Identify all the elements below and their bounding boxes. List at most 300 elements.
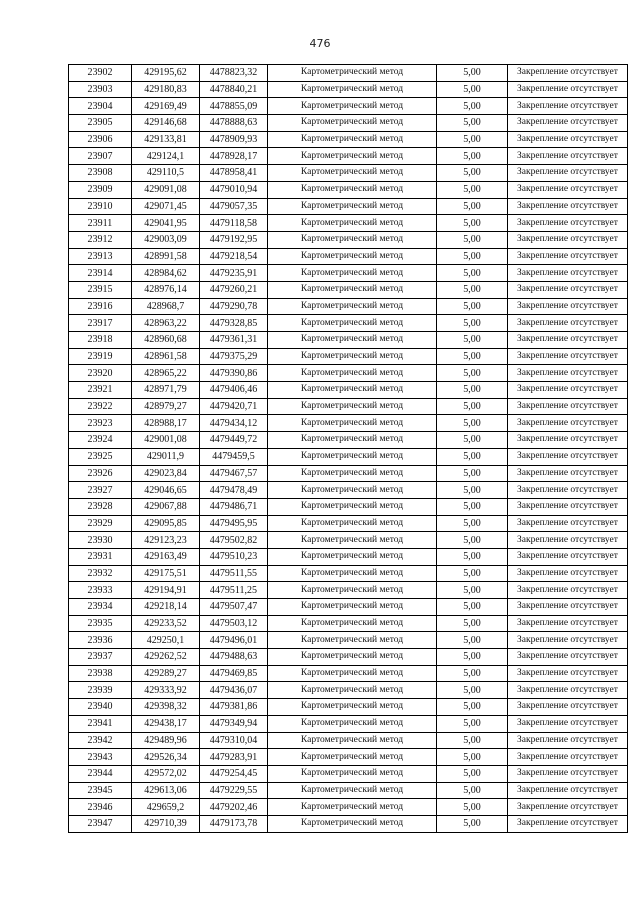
table-row: [69, 699, 628, 716]
method-cell: Картометрический метод: [268, 115, 437, 132]
table-row: [69, 332, 628, 349]
accuracy-cell: 5,00: [437, 298, 508, 315]
fixing-cell: Закрепление отсутствует: [508, 465, 628, 482]
y-coordinate-cell: 4479459,5: [200, 448, 268, 465]
y-coordinate-cell: 4479218,54: [200, 248, 268, 265]
accuracy-cell: 5,00: [437, 231, 508, 248]
accuracy-cell: 5,00: [437, 148, 508, 165]
fixing-cell: Закрепление отсутствует: [508, 365, 628, 382]
table-row: [69, 732, 628, 749]
accuracy-cell: 5,00: [437, 365, 508, 382]
point-number-cell: 23936: [69, 632, 132, 649]
table-row: [69, 181, 628, 198]
x-coordinate-cell: 429289,27: [132, 665, 200, 682]
accuracy-cell: 5,00: [437, 548, 508, 565]
table-row: [69, 398, 628, 415]
method-cell: Картометрический метод: [268, 715, 437, 732]
accuracy-cell: 5,00: [437, 765, 508, 782]
x-coordinate-cell: 428968,7: [132, 298, 200, 315]
point-number-cell: 23905: [69, 115, 132, 132]
accuracy-cell: 5,00: [437, 165, 508, 182]
point-number-cell: 23912: [69, 231, 132, 248]
point-number-cell: 23925: [69, 448, 132, 465]
y-coordinate-cell: 4479434,12: [200, 415, 268, 432]
accuracy-cell: 5,00: [437, 281, 508, 298]
page-number: 476: [309, 37, 331, 50]
table-row: [69, 448, 628, 465]
method-cell: Картометрический метод: [268, 782, 437, 799]
fixing-cell: Закрепление отсутствует: [508, 665, 628, 682]
y-coordinate-cell: 4479478,49: [200, 482, 268, 499]
point-number-cell: 23914: [69, 265, 132, 282]
accuracy-cell: 5,00: [437, 198, 508, 215]
y-coordinate-cell: 4479467,57: [200, 465, 268, 482]
method-cell: Картометрический метод: [268, 498, 437, 515]
accuracy-cell: 5,00: [437, 749, 508, 766]
y-coordinate-cell: 4479235,91: [200, 265, 268, 282]
fixing-cell: Закрепление отсутствует: [508, 198, 628, 215]
table-row: [69, 231, 628, 248]
y-coordinate-cell: 4479420,71: [200, 398, 268, 415]
table-row: [69, 432, 628, 449]
accuracy-cell: 5,00: [437, 615, 508, 632]
table-row: [69, 482, 628, 499]
method-cell: Картометрический метод: [268, 265, 437, 282]
accuracy-cell: 5,00: [437, 799, 508, 816]
table-row: [69, 315, 628, 332]
y-coordinate-cell: 4479375,29: [200, 348, 268, 365]
accuracy-cell: 5,00: [437, 131, 508, 148]
x-coordinate-cell: 429233,52: [132, 615, 200, 632]
fixing-cell: Закрепление отсутствует: [508, 498, 628, 515]
accuracy-cell: 5,00: [437, 599, 508, 616]
y-coordinate-cell: 4479202,46: [200, 799, 268, 816]
table-row: [69, 815, 628, 832]
x-coordinate-cell: 429110,5: [132, 165, 200, 182]
point-number-cell: 23942: [69, 732, 132, 749]
fixing-cell: Закрепление отсутствует: [508, 281, 628, 298]
table-row: [69, 715, 628, 732]
accuracy-cell: 5,00: [437, 582, 508, 599]
point-number-cell: 23903: [69, 81, 132, 98]
table-row: [69, 799, 628, 816]
accuracy-cell: 5,00: [437, 398, 508, 415]
fixing-cell: Закрепление отсутствует: [508, 398, 628, 415]
method-cell: Картометрический метод: [268, 615, 437, 632]
x-coordinate-cell: 429710,39: [132, 815, 200, 832]
method-cell: Картометрический метод: [268, 398, 437, 415]
table-row: [69, 632, 628, 649]
accuracy-cell: 5,00: [437, 248, 508, 265]
table-row: [69, 665, 628, 682]
method-cell: Картометрический метод: [268, 649, 437, 666]
x-coordinate-cell: 429180,83: [132, 81, 200, 98]
fixing-cell: Закрепление отсутствует: [508, 432, 628, 449]
method-cell: Картометрический метод: [268, 315, 437, 332]
method-cell: Картометрический метод: [268, 198, 437, 215]
x-coordinate-cell: 429146,68: [132, 115, 200, 132]
accuracy-cell: 5,00: [437, 265, 508, 282]
point-number-cell: 23940: [69, 699, 132, 716]
y-coordinate-cell: 4479449,72: [200, 432, 268, 449]
table-row: [69, 365, 628, 382]
table-row: [69, 131, 628, 148]
fixing-cell: Закрепление отсутствует: [508, 231, 628, 248]
accuracy-cell: 5,00: [437, 382, 508, 399]
table-row: [69, 298, 628, 315]
table-row: [69, 265, 628, 282]
method-cell: Картометрический метод: [268, 765, 437, 782]
fixing-cell: Закрепление отсутствует: [508, 81, 628, 98]
method-cell: Картометрический метод: [268, 348, 437, 365]
x-coordinate-cell: 429124,1: [132, 148, 200, 165]
accuracy-cell: 5,00: [437, 649, 508, 666]
point-number-cell: 23916: [69, 298, 132, 315]
table-row: [69, 98, 628, 115]
method-cell: Картометрический метод: [268, 799, 437, 816]
point-number-cell: 23902: [69, 65, 132, 82]
x-coordinate-cell: 429067,88: [132, 498, 200, 515]
method-cell: Картометрический метод: [268, 332, 437, 349]
x-coordinate-cell: 429095,85: [132, 515, 200, 532]
point-number-cell: 23922: [69, 398, 132, 415]
accuracy-cell: 5,00: [437, 782, 508, 799]
point-number-cell: 23928: [69, 498, 132, 515]
fixing-cell: Закрепление отсутствует: [508, 298, 628, 315]
method-cell: Картометрический метод: [268, 281, 437, 298]
accuracy-cell: 5,00: [437, 715, 508, 732]
fixing-cell: Закрепление отсутствует: [508, 131, 628, 148]
fixing-cell: Закрепление отсутствует: [508, 615, 628, 632]
y-coordinate-cell: 4479511,55: [200, 565, 268, 582]
accuracy-cell: 5,00: [437, 348, 508, 365]
y-coordinate-cell: 4479511,25: [200, 582, 268, 599]
accuracy-cell: 5,00: [437, 81, 508, 98]
table-row: [69, 148, 628, 165]
table-row: [69, 599, 628, 616]
method-cell: Картометрический метод: [268, 482, 437, 499]
point-number-cell: 23907: [69, 148, 132, 165]
x-coordinate-cell: 429041,95: [132, 215, 200, 232]
accuracy-cell: 5,00: [437, 482, 508, 499]
y-coordinate-cell: 4479328,85: [200, 315, 268, 332]
y-coordinate-cell: 4479260,21: [200, 281, 268, 298]
accuracy-cell: 5,00: [437, 98, 508, 115]
fixing-cell: Закрепление отсутствует: [508, 415, 628, 432]
accuracy-cell: 5,00: [437, 448, 508, 465]
coordinates-table: [68, 64, 628, 833]
fixing-cell: Закрепление отсутствует: [508, 115, 628, 132]
table-row: [69, 165, 628, 182]
table-row: [69, 348, 628, 365]
x-coordinate-cell: 428991,58: [132, 248, 200, 265]
x-coordinate-cell: 428984,62: [132, 265, 200, 282]
x-coordinate-cell: 429613,06: [132, 782, 200, 799]
accuracy-cell: 5,00: [437, 215, 508, 232]
x-coordinate-cell: 429046,65: [132, 482, 200, 499]
x-coordinate-cell: 429398,32: [132, 699, 200, 716]
y-coordinate-cell: 4479173,78: [200, 815, 268, 832]
x-coordinate-cell: 429438,17: [132, 715, 200, 732]
accuracy-cell: 5,00: [437, 699, 508, 716]
point-number-cell: 23935: [69, 615, 132, 632]
x-coordinate-cell: 428960,68: [132, 332, 200, 349]
fixing-cell: Закрепление отсутствует: [508, 348, 628, 365]
table-row: [69, 382, 628, 399]
point-number-cell: 23943: [69, 749, 132, 766]
y-coordinate-cell: 4479502,82: [200, 532, 268, 549]
x-coordinate-cell: 429133,81: [132, 131, 200, 148]
accuracy-cell: 5,00: [437, 515, 508, 532]
fixing-cell: Закрепление отсутствует: [508, 515, 628, 532]
x-coordinate-cell: 429195,62: [132, 65, 200, 82]
x-coordinate-cell: 429163,49: [132, 548, 200, 565]
x-coordinate-cell: 428979,27: [132, 398, 200, 415]
point-number-cell: 23924: [69, 432, 132, 449]
y-coordinate-cell: 4479192,95: [200, 231, 268, 248]
method-cell: Картометрический метод: [268, 298, 437, 315]
point-number-cell: 23919: [69, 348, 132, 365]
y-coordinate-cell: 4479507,47: [200, 599, 268, 616]
accuracy-cell: 5,00: [437, 115, 508, 132]
fixing-cell: Закрепление отсутствует: [508, 65, 628, 82]
y-coordinate-cell: 4479290,78: [200, 298, 268, 315]
point-number-cell: 23944: [69, 765, 132, 782]
table-row: [69, 532, 628, 549]
table-row: [69, 81, 628, 98]
point-number-cell: 23947: [69, 815, 132, 832]
y-coordinate-cell: 4479254,45: [200, 765, 268, 782]
point-number-cell: 23930: [69, 532, 132, 549]
point-number-cell: 23937: [69, 649, 132, 666]
x-coordinate-cell: 428961,58: [132, 348, 200, 365]
method-cell: Картометрический метод: [268, 248, 437, 265]
accuracy-cell: 5,00: [437, 498, 508, 515]
table-row: [69, 749, 628, 766]
fixing-cell: Закрепление отсутствует: [508, 181, 628, 198]
x-coordinate-cell: 429003,09: [132, 231, 200, 248]
point-number-cell: 23908: [69, 165, 132, 182]
accuracy-cell: 5,00: [437, 665, 508, 682]
x-coordinate-cell: 429526,34: [132, 749, 200, 766]
accuracy-cell: 5,00: [437, 532, 508, 549]
fixing-cell: Закрепление отсутствует: [508, 799, 628, 816]
y-coordinate-cell: 4479057,35: [200, 198, 268, 215]
fixing-cell: Закрепление отсутствует: [508, 148, 628, 165]
fixing-cell: Закрепление отсутствует: [508, 448, 628, 465]
fixing-cell: Закрепление отсутствует: [508, 682, 628, 699]
point-number-cell: 23920: [69, 365, 132, 382]
table-row: [69, 615, 628, 632]
y-coordinate-cell: 4479510,23: [200, 548, 268, 565]
fixing-cell: Закрепление отсутствует: [508, 98, 628, 115]
accuracy-cell: 5,00: [437, 682, 508, 699]
method-cell: Картометрический метод: [268, 148, 437, 165]
method-cell: Картометрический метод: [268, 465, 437, 482]
y-coordinate-cell: 4479381,86: [200, 699, 268, 716]
y-coordinate-cell: 4479361,31: [200, 332, 268, 349]
method-cell: Картометрический метод: [268, 815, 437, 832]
method-cell: Картометрический метод: [268, 632, 437, 649]
fixing-cell: Закрепление отсутствует: [508, 215, 628, 232]
table-row: [69, 498, 628, 515]
x-coordinate-cell: 429023,84: [132, 465, 200, 482]
fixing-cell: Закрепление отсутствует: [508, 599, 628, 616]
y-coordinate-cell: 4478928,17: [200, 148, 268, 165]
method-cell: Картометрический метод: [268, 599, 437, 616]
table-row: [69, 515, 628, 532]
y-coordinate-cell: 4478958,41: [200, 165, 268, 182]
method-cell: Картометрический метод: [268, 65, 437, 82]
x-coordinate-cell: 429218,14: [132, 599, 200, 616]
point-number-cell: 23933: [69, 582, 132, 599]
accuracy-cell: 5,00: [437, 332, 508, 349]
coordinates-table-body: [69, 65, 628, 833]
method-cell: Картометрический метод: [268, 98, 437, 115]
point-number-cell: 23938: [69, 665, 132, 682]
point-number-cell: 23921: [69, 382, 132, 399]
method-cell: Картометрический метод: [268, 81, 437, 98]
fixing-cell: Закрепление отсутствует: [508, 315, 628, 332]
y-coordinate-cell: 4479310,04: [200, 732, 268, 749]
point-number-cell: 23918: [69, 332, 132, 349]
y-coordinate-cell: 4478888,63: [200, 115, 268, 132]
y-coordinate-cell: 4479496,01: [200, 632, 268, 649]
x-coordinate-cell: 429489,96: [132, 732, 200, 749]
x-coordinate-cell: 429001,08: [132, 432, 200, 449]
point-number-cell: 23931: [69, 548, 132, 565]
method-cell: Картометрический метод: [268, 215, 437, 232]
point-number-cell: 23939: [69, 682, 132, 699]
fixing-cell: Закрепление отсутствует: [508, 382, 628, 399]
accuracy-cell: 5,00: [437, 815, 508, 832]
y-coordinate-cell: 4478855,09: [200, 98, 268, 115]
point-number-cell: 23913: [69, 248, 132, 265]
point-number-cell: 23904: [69, 98, 132, 115]
fixing-cell: Закрепление отсутствует: [508, 699, 628, 716]
y-coordinate-cell: 4479229,55: [200, 782, 268, 799]
method-cell: Картометрический метод: [268, 365, 437, 382]
x-coordinate-cell: 428988,17: [132, 415, 200, 432]
fixing-cell: Закрепление отсутствует: [508, 265, 628, 282]
point-number-cell: 23932: [69, 565, 132, 582]
table-row: [69, 65, 628, 82]
x-coordinate-cell: 428963,22: [132, 315, 200, 332]
method-cell: Картометрический метод: [268, 448, 437, 465]
y-coordinate-cell: 4479010,94: [200, 181, 268, 198]
method-cell: Картометрический метод: [268, 548, 437, 565]
accuracy-cell: 5,00: [437, 315, 508, 332]
table-row: [69, 415, 628, 432]
table-row: [69, 281, 628, 298]
fixing-cell: Закрепление отсутствует: [508, 482, 628, 499]
x-coordinate-cell: 429572,02: [132, 765, 200, 782]
table-row: [69, 248, 628, 265]
y-coordinate-cell: 4479283,91: [200, 749, 268, 766]
fixing-cell: Закрепление отсутствует: [508, 649, 628, 666]
fixing-cell: Закрепление отсутствует: [508, 815, 628, 832]
method-cell: Картометрический метод: [268, 565, 437, 582]
x-coordinate-cell: 429011,9: [132, 448, 200, 465]
x-coordinate-cell: 429333,92: [132, 682, 200, 699]
point-number-cell: 23906: [69, 131, 132, 148]
fixing-cell: Закрепление отсутствует: [508, 749, 628, 766]
table-row: [69, 765, 628, 782]
x-coordinate-cell: 429071,45: [132, 198, 200, 215]
point-number-cell: 23911: [69, 215, 132, 232]
y-coordinate-cell: 4479390,86: [200, 365, 268, 382]
method-cell: Картометрический метод: [268, 432, 437, 449]
point-number-cell: 23926: [69, 465, 132, 482]
fixing-cell: Закрепление отсутствует: [508, 548, 628, 565]
point-number-cell: 23910: [69, 198, 132, 215]
y-coordinate-cell: 4479436,07: [200, 682, 268, 699]
y-coordinate-cell: 4479406,46: [200, 382, 268, 399]
method-cell: Картометрический метод: [268, 749, 437, 766]
table-row: [69, 115, 628, 132]
method-cell: Картометрический метод: [268, 515, 437, 532]
table-row: [69, 465, 628, 482]
method-cell: Картометрический метод: [268, 415, 437, 432]
method-cell: Картометрический метод: [268, 582, 437, 599]
fixing-cell: Закрепление отсутствует: [508, 732, 628, 749]
fixing-cell: Закрепление отсутствует: [508, 565, 628, 582]
point-number-cell: 23934: [69, 599, 132, 616]
y-coordinate-cell: 4478823,32: [200, 65, 268, 82]
point-number-cell: 23929: [69, 515, 132, 532]
x-coordinate-cell: 428971,79: [132, 382, 200, 399]
y-coordinate-cell: 4479486,71: [200, 498, 268, 515]
x-coordinate-cell: 428976,14: [132, 281, 200, 298]
fixing-cell: Закрепление отсутствует: [508, 715, 628, 732]
table-row: [69, 198, 628, 215]
x-coordinate-cell: 429262,52: [132, 649, 200, 666]
accuracy-cell: 5,00: [437, 732, 508, 749]
x-coordinate-cell: 429194,91: [132, 582, 200, 599]
accuracy-cell: 5,00: [437, 465, 508, 482]
accuracy-cell: 5,00: [437, 432, 508, 449]
method-cell: Картометрический метод: [268, 131, 437, 148]
fixing-cell: Закрепление отсутствует: [508, 782, 628, 799]
y-coordinate-cell: 4479349,94: [200, 715, 268, 732]
table-row: [69, 649, 628, 666]
y-coordinate-cell: 4478840,21: [200, 81, 268, 98]
x-coordinate-cell: 429169,49: [132, 98, 200, 115]
point-number-cell: 23945: [69, 782, 132, 799]
y-coordinate-cell: 4479495,95: [200, 515, 268, 532]
method-cell: Картометрический метод: [268, 165, 437, 182]
point-number-cell: 23917: [69, 315, 132, 332]
point-number-cell: 23915: [69, 281, 132, 298]
method-cell: Картометрический метод: [268, 181, 437, 198]
accuracy-cell: 5,00: [437, 65, 508, 82]
x-coordinate-cell: 429091,08: [132, 181, 200, 198]
y-coordinate-cell: 4479469,85: [200, 665, 268, 682]
y-coordinate-cell: 4479503,12: [200, 615, 268, 632]
method-cell: Картометрический метод: [268, 665, 437, 682]
fixing-cell: Закрепление отсутствует: [508, 632, 628, 649]
point-number-cell: 23923: [69, 415, 132, 432]
method-cell: Картометрический метод: [268, 231, 437, 248]
accuracy-cell: 5,00: [437, 565, 508, 582]
fixing-cell: Закрепление отсутствует: [508, 332, 628, 349]
table-row: [69, 548, 628, 565]
fixing-cell: Закрепление отсутствует: [508, 582, 628, 599]
x-coordinate-cell: 429659,2: [132, 799, 200, 816]
point-number-cell: 23927: [69, 482, 132, 499]
method-cell: Картометрический метод: [268, 382, 437, 399]
x-coordinate-cell: 429175,51: [132, 565, 200, 582]
